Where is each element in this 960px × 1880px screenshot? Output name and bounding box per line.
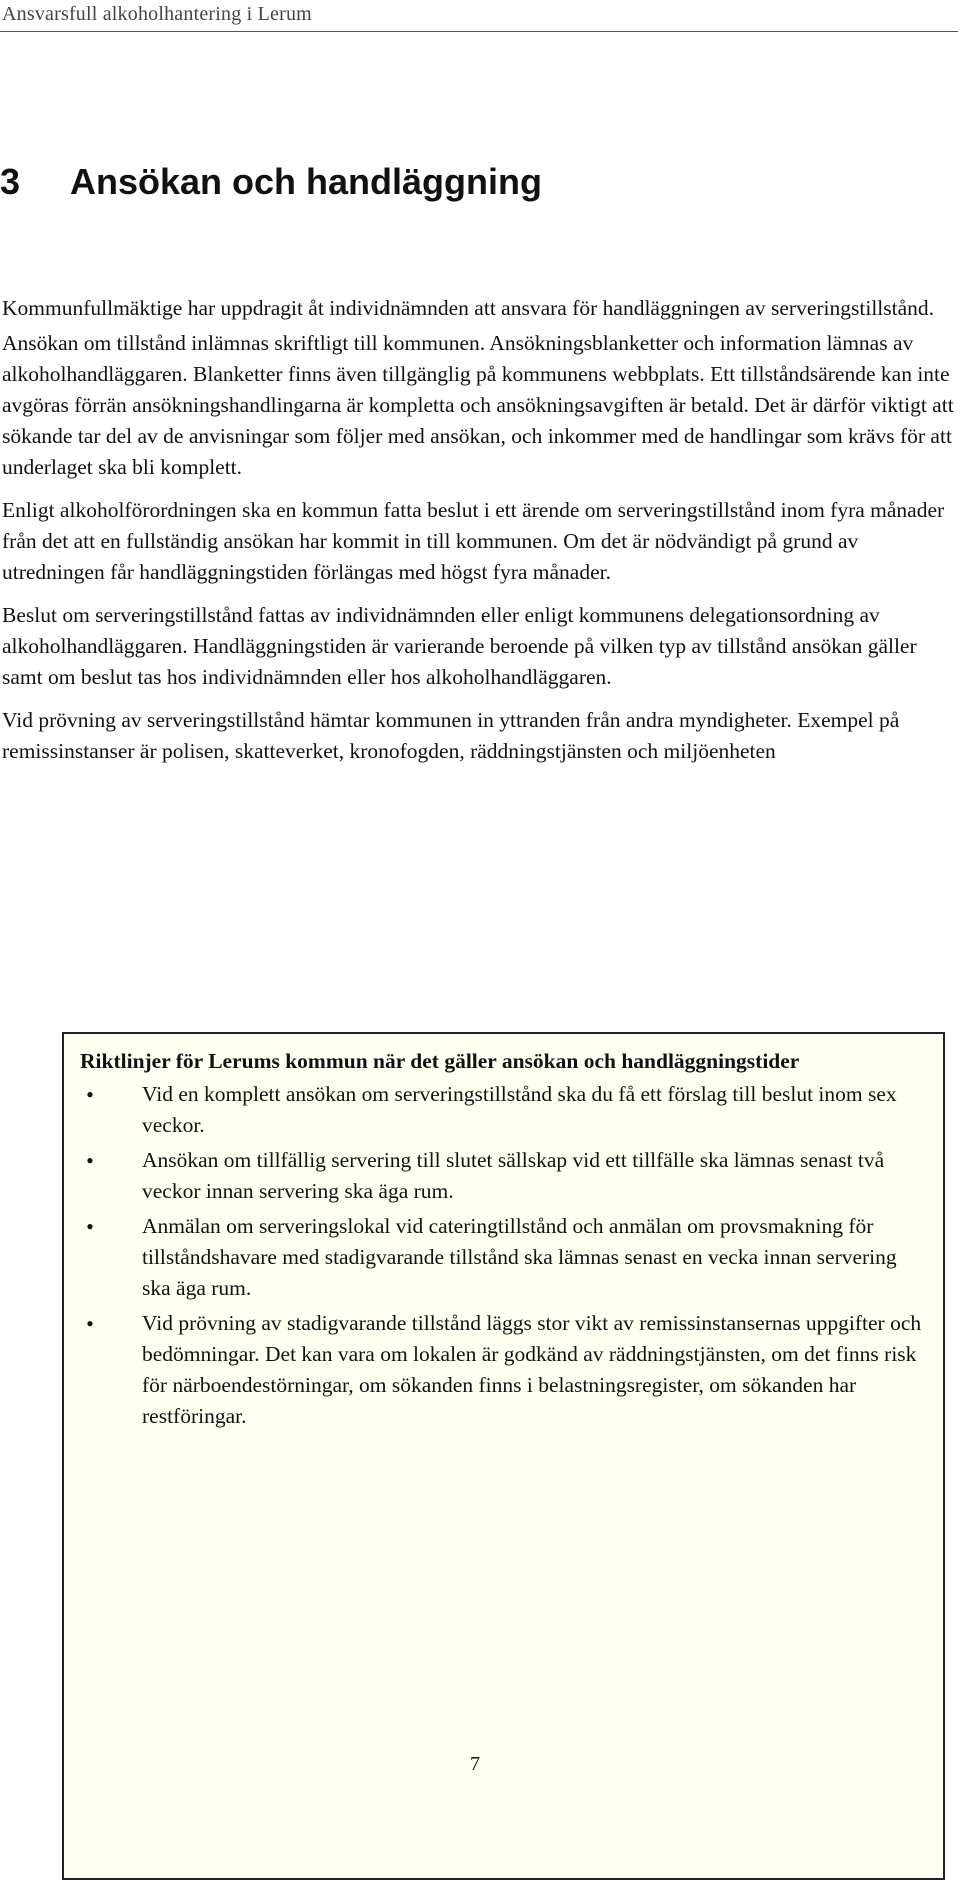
body-text bbox=[2, 293, 957, 779]
paragraph-referral-bodies: Vid prövning av serveringstillstånd hämtar kommunen in yttranden från andra myndigheter. Exempel på remissinstanser är polisen, skatteverket, kronofogden, räddningstjänsten och miljöenheten bbox=[2, 708, 900, 763]
guideline-text: Vid en komplett ansökan om serveringstillstånd ska du få ett förslag till beslut inom sex veckor. bbox=[142, 1082, 897, 1137]
bullet-icon: • bbox=[86, 1311, 94, 1336]
paragraph-processing-time: Enligt alkoholförordningen ska en kommun fatta beslut i ett ärende om serveringstillstånd inom fyra månader från det att en fullständig ansökan har kommit in till kommunen. Om det är nödvändigt på grund av utredningen får handläggningstiden förlängas med högst fyra månader. bbox=[2, 498, 945, 584]
guideline-text: Ansökan om tillfällig servering till slutet sällskap vid ett tillfälle ska lämnas senast två veckor innan servering ska äga rum. bbox=[142, 1148, 885, 1203]
running-header: Ansvarsfull alkoholhantering i Lerum bbox=[2, 3, 312, 25]
guidelines-box bbox=[62, 1032, 945, 1880]
paragraph-decision: Beslut om serveringstillstånd fattas av individnämnden eller enligt kommunens delegationsordning av alkoholhandläggaren. Handläggningstiden är varierande beroende på vilken typ av tillstånd ansökan gäller samt om beslut tas hos individnämnden eller hos alkoholhandläggaren. bbox=[2, 603, 917, 689]
guideline-item bbox=[80, 1079, 927, 1141]
chapter-heading bbox=[0, 160, 542, 204]
guideline-item bbox=[80, 1145, 927, 1207]
paragraph-application: Ansökan om tillstånd inlämnas skriftligt till kommunen. Ansökningsblanketter och information lämnas av alkoholhandläggaren. Blanketter finns även tillgänglig på kommunens webbplats. Ett tillståndsärende kan inte avgöras förrän ansökningshandlingarna är kompletta och ansökningsavgiften är betald. Det är därför viktigt att sökande tar del av de anvisningar som följer med ansökan, och inkommer med de handlingar som krävs för att underlaget ska bli komplett. bbox=[2, 331, 954, 479]
guideline-item bbox=[80, 1211, 927, 1304]
guideline-text: Anmälan om serveringslokal vid cateringtillstånd och anmälan om provsmakning för tillståndshavare med stadigvarande tillstånd ska lämnas senast en vecka innan servering ska äga rum. bbox=[142, 1214, 897, 1300]
guidelines-list bbox=[80, 1079, 927, 1432]
page-number: 7 bbox=[470, 1753, 480, 1775]
bullet-icon: • bbox=[86, 1214, 94, 1239]
guideline-item bbox=[80, 1308, 927, 1432]
guideline-text: Vid prövning av stadigvarande tillstånd läggs stor vikt av remissinstansernas uppgifter och bedömningar. Det kan vara om lokalen är godkänd av räddningstjänsten, om det finns risk för närboendestörningar, om sökanden finns i belastningsregister, om sökanden har restföringar. bbox=[142, 1311, 922, 1428]
header-divider bbox=[0, 31, 958, 32]
guidelines-title: Riktlinjer för Lerums kommun när det gäller ansökan och handläggningstider bbox=[80, 1049, 800, 1073]
bullet-icon: • bbox=[86, 1082, 94, 1107]
chapter-number: 3 bbox=[0, 161, 21, 202]
chapter-title: Ansökan och handläggning bbox=[70, 161, 543, 202]
paragraph-delegation: Kommunfullmäktige har uppdragit åt individnämnden att ansvara för handläggningen av serveringstillstånd. bbox=[2, 296, 935, 320]
bullet-icon: • bbox=[86, 1148, 94, 1173]
